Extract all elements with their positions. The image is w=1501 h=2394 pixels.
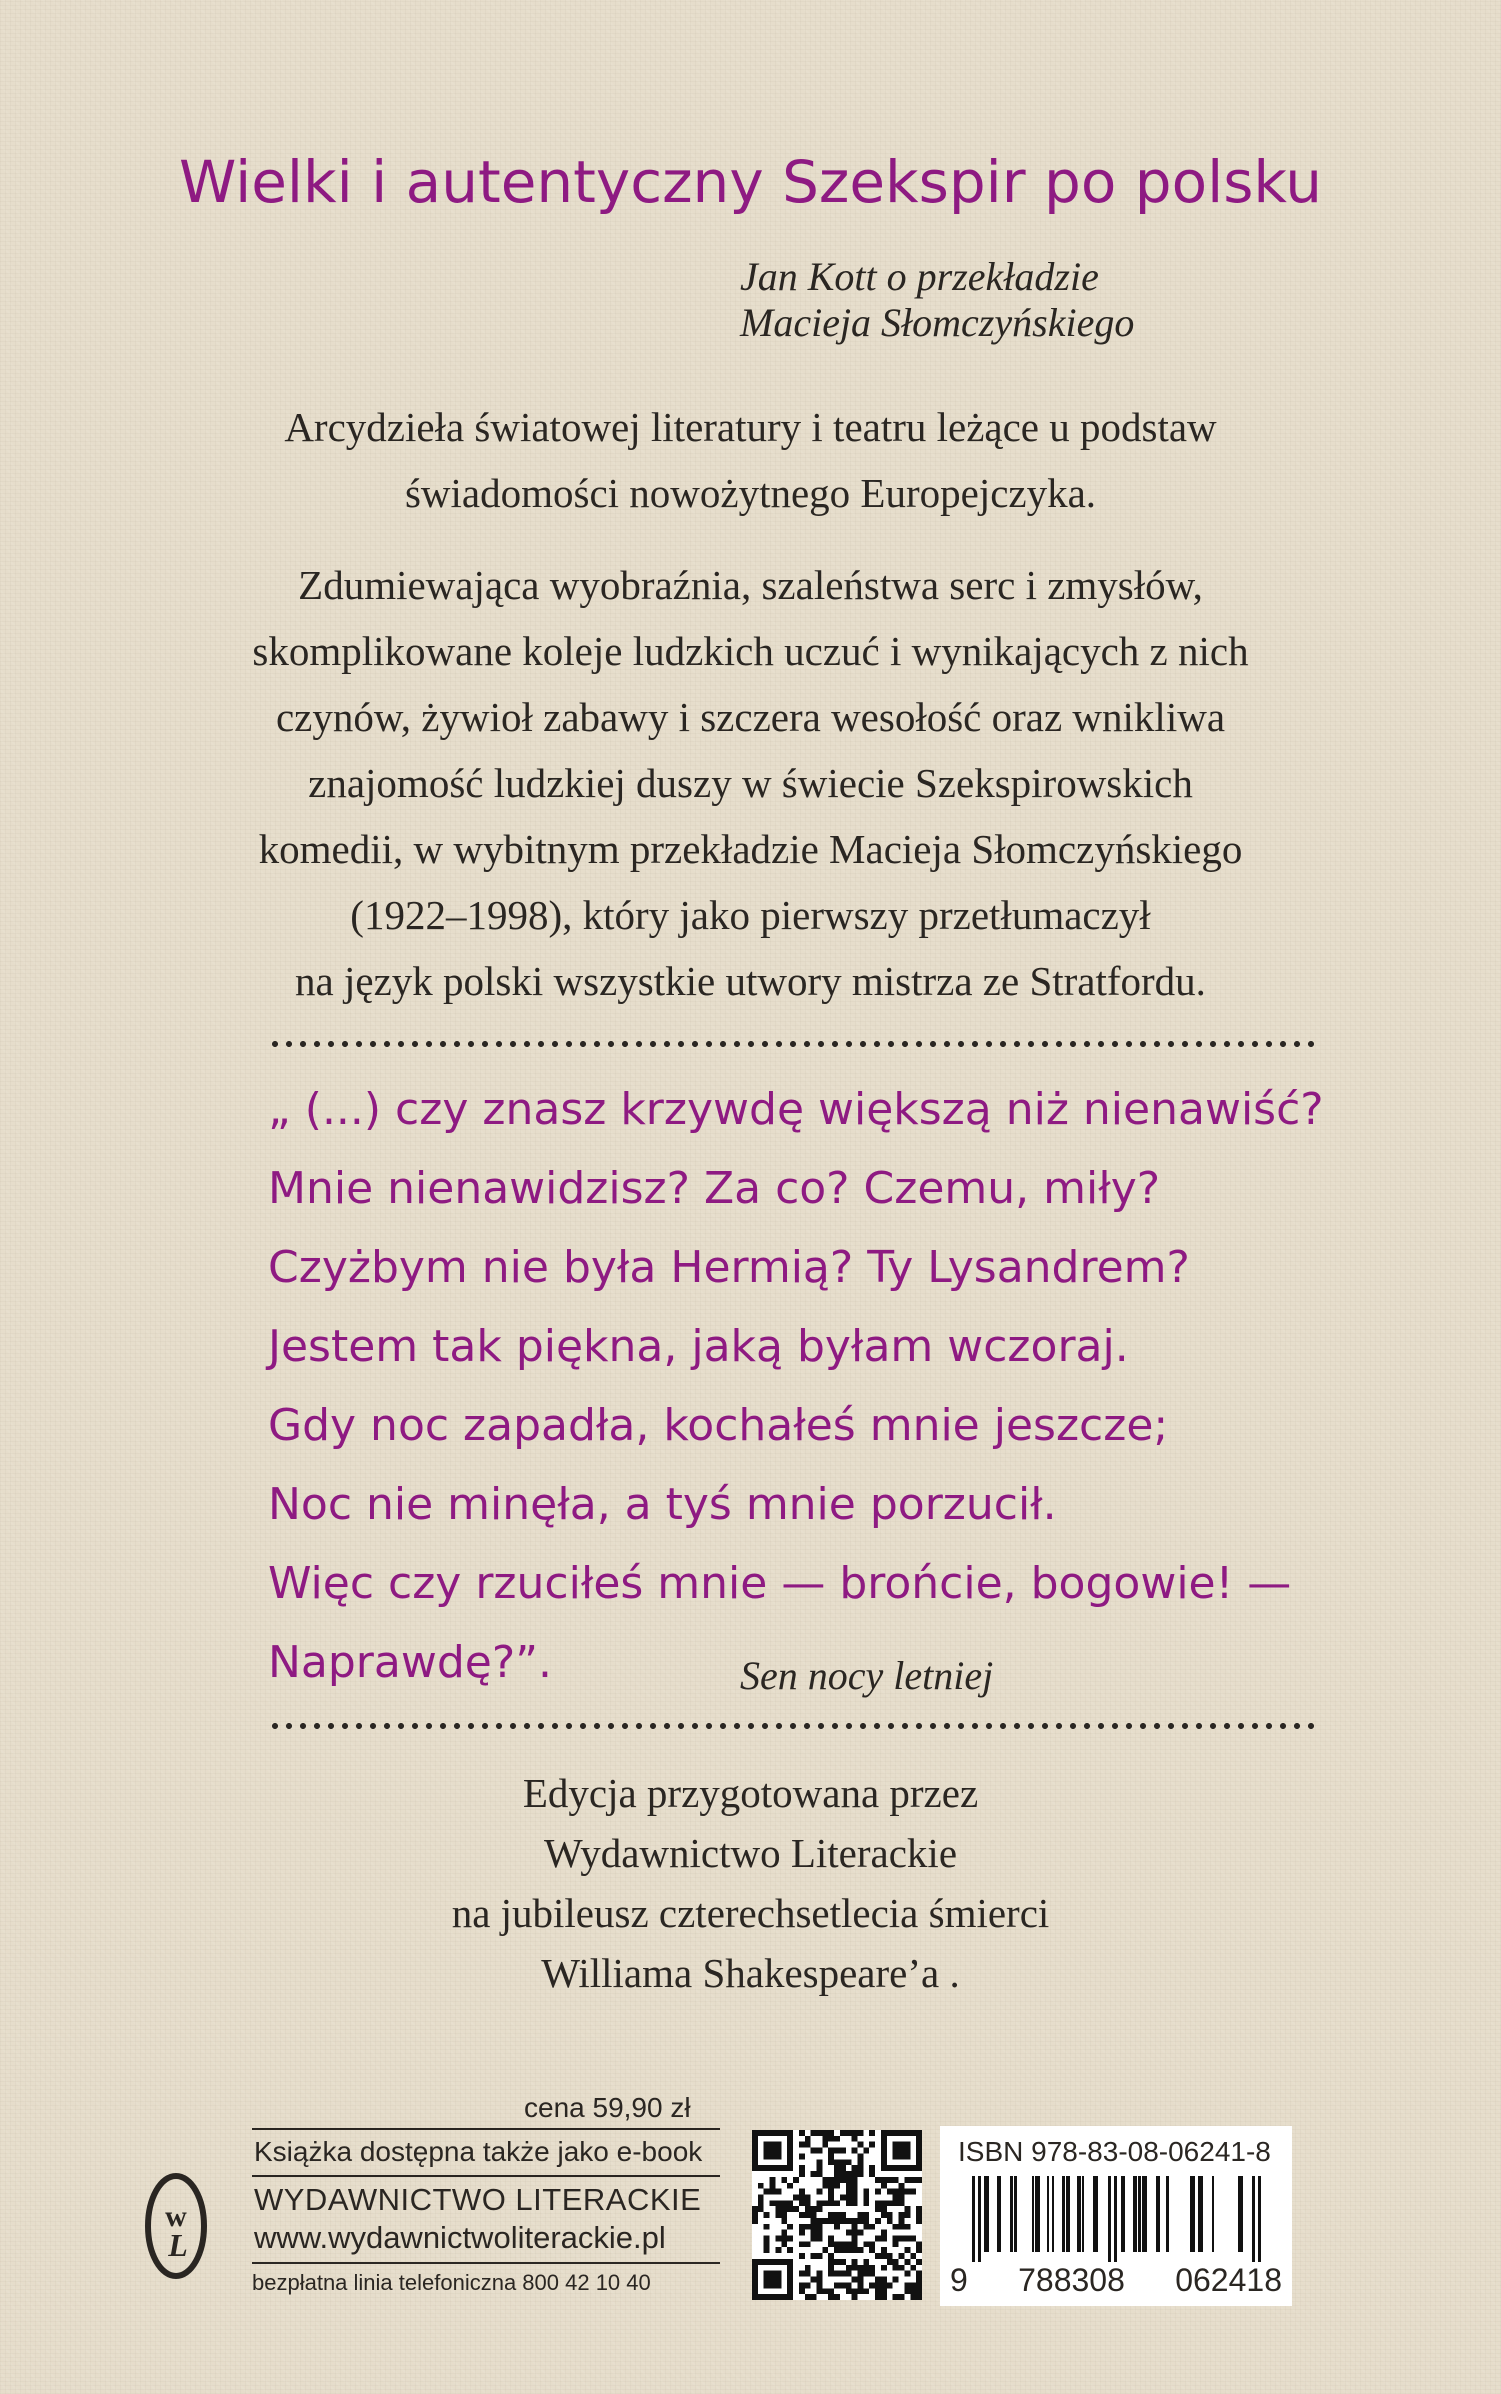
paragraph-line: świadomości nowożytnego Europejczyka.	[404, 470, 1097, 516]
description-paragraph-2	[130, 552, 1371, 1014]
quote-line: Gdy noc zapadła, kochałeś mnie jeszcze;	[268, 1400, 1169, 1451]
barcode-icon	[958, 2176, 1274, 2262]
edition-line: na jubileusz czterechsetlecia śmierci	[451, 1890, 1050, 1936]
quote-line: Naprawdę?”.	[268, 1637, 552, 1688]
attribution-line: Jan Kott o przekładzie	[740, 254, 1099, 299]
paragraph-line: Arcydzieła światowej literatury i teatru leżące u podstaw	[284, 404, 1217, 450]
isbn-barcode	[940, 2126, 1292, 2306]
ean-digits-right: 062418	[1175, 2262, 1282, 2298]
edition-line: Williama Shakespeare’a .	[541, 1950, 960, 1996]
quote-source: Sen nocy letniej	[740, 1653, 994, 1698]
paragraph-line: skomplikowane koleje ludzkich uczuć i wynikających z nich	[252, 628, 1249, 674]
qr-code-icon	[752, 2130, 922, 2300]
isbn-number: ISBN 978-83-08-06241-8	[958, 2136, 1271, 2167]
paragraph-line: znajomość ludzkiej duszy w świecie Szekspirowskich	[308, 760, 1193, 806]
ebook-underline	[252, 2175, 720, 2177]
quote-line: „ (...) czy znasz krzywdę większą niż nienawiść?	[268, 1084, 1324, 1135]
ean-digits-left: 788308	[1018, 2262, 1125, 2298]
paragraph-line: na język polski wszystkie utwory mistrza ze Stratfordu.	[295, 958, 1206, 1004]
wl-publisher-logo-icon	[140, 2170, 212, 2282]
quote-line: Czyżbym nie była Hermią? Ty Lysandrem?	[268, 1242, 1190, 1293]
publisher-url[interactable]: www.wydawnictwoliterackie.pl	[254, 2220, 666, 2255]
paragraph-line: komedii, w wybitnym przekładzie Macieja Słomczyńskiego	[258, 826, 1243, 872]
quote-block	[268, 1070, 1324, 1702]
dotted-divider-bottom	[268, 1722, 1314, 1730]
edition-note	[0, 1763, 1501, 2003]
dotted-divider-top	[268, 1040, 1314, 1048]
paragraph-line: Zdumiewająca wyobraźnia, szaleństwa serc i zmysłów,	[298, 562, 1203, 608]
paragraph-line: czynów, żywioł zabawy i szczera wesołość oraz wnikliwa	[275, 694, 1226, 740]
ean-digits	[950, 2262, 1282, 2299]
edition-line: Edycja przygotowana przez	[522, 1770, 979, 1816]
publisher-phone: bezpłatna linia telefoniczna 800 42 10 40	[252, 2270, 651, 2295]
quote-line: Więc czy rzuciłeś mnie — brońcie, bogowie! —	[268, 1558, 1292, 1609]
headline: Wielki i autentyczny Szekspir po polsku	[179, 148, 1322, 216]
publisher-underline	[252, 2262, 720, 2264]
publisher-name: WYDAWNICTWO LITERACKIE	[254, 2182, 702, 2217]
paragraph-line: (1922–1998), który jako pierwszy przetłumaczył	[350, 892, 1151, 938]
quote-line: Jestem tak piękna, jaką byłam wczoraj.	[268, 1321, 1129, 1372]
svg-text:w: w	[165, 2200, 187, 2233]
quote-line: Noc nie minęła, a tyś mnie porzucił.	[268, 1479, 1057, 1530]
ean-digit-first: 9	[950, 2262, 968, 2298]
svg-text:L: L	[168, 2227, 188, 2263]
attribution-line: Macieja Słomczyńskiego	[740, 300, 1135, 345]
description-paragraph-1	[130, 394, 1371, 526]
price-underline	[252, 2128, 720, 2130]
quote-line: Mnie nienawidzisz? Za co? Czemu, miły?	[268, 1163, 1161, 1214]
ebook-note: Książka dostępna także jako e-book	[254, 2136, 703, 2167]
headline-attribution	[740, 254, 1134, 346]
price: cena 59,90 zł	[524, 2092, 691, 2123]
edition-line: Wydawnictwo Literackie	[543, 1830, 958, 1876]
